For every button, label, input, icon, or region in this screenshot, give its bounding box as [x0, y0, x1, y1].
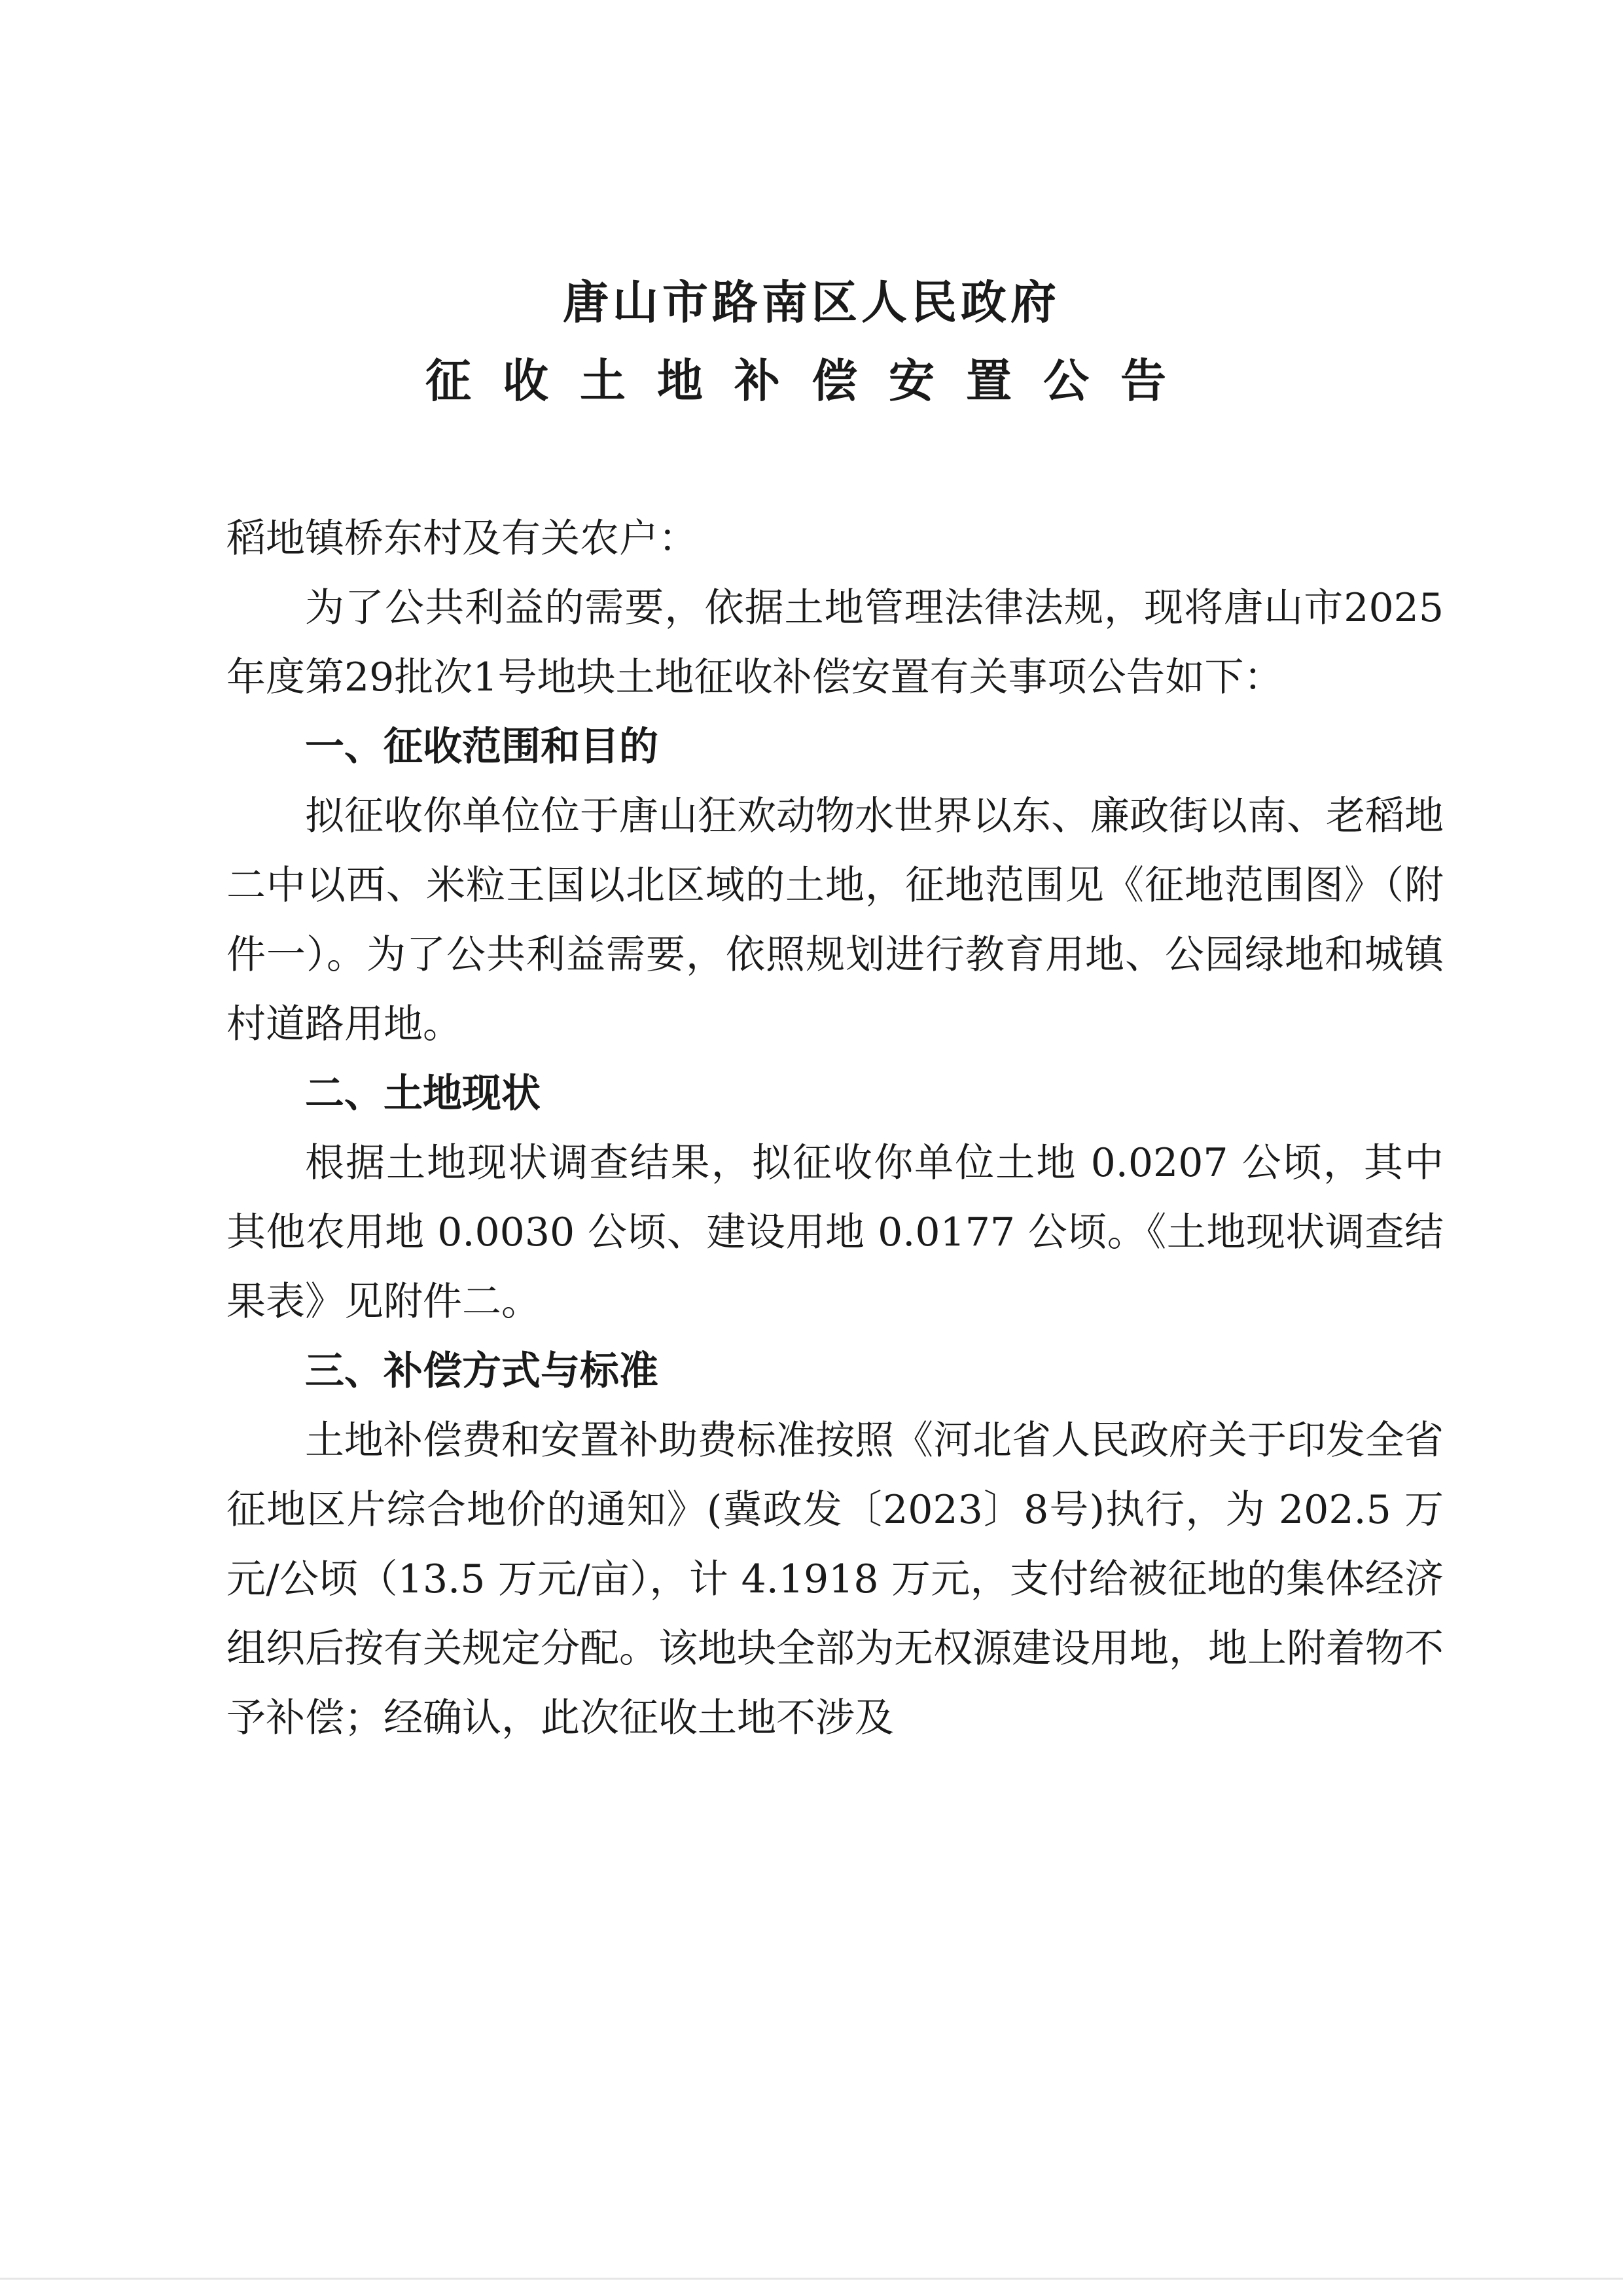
land-status-paragraph: 根据土地现状调查结果，拟征收你单位土地 0.0207 公顷，其中其他农用地 0.0030 公顷、建设用地 0.0177 公顷。《土地现状调查结果表》见附件二。 — [226, 1140, 1444, 1325]
intro-paragraph: 为了公共利益的需要，依据土地管理法律法规，现将唐山市2025年度第29批次1号地块土地征收补偿安置有关事项公告如下： — [226, 585, 1444, 700]
notice-title-line2: 征收土地补偿安置公告 — [425, 354, 1198, 408]
section-heading-land-status: 二、土地现状 — [305, 1071, 541, 1117]
section-heading-scope: 一、征收范围和目的 — [305, 724, 658, 770]
salutation: 稻地镇桥东村及有关农户： — [226, 516, 698, 562]
notice-title-line1: 唐山市路南区人民政府 — [563, 276, 1060, 329]
scope-paragraph: 拟征收你单位位于唐山狂欢动物水世界以东、廉政街以南、老稻地二中以西、米粒王国以北区域的土地，征地范围见《征地范围图》（附件一）。为了公共利益需要，依照规划进行教育用地、公园绿地和城镇村道路用地。 — [226, 793, 1444, 1047]
compensation-paragraph: 土地补偿费和安置补助费标准按照《河北省人民政府关于印发全省征地区片综合地价的通知》(冀政发〔2023〕8号)执行，为 202.5 万元/公顷（13.5 万元/亩），计 4.1918 万元，支付给被征地的集体经济组织后按有关规定分配。该地块全部为无权源建设用地，地上附着物不予补偿；经确认，此次征收土地不涉及 — [226, 1418, 1444, 1741]
page-bottom-edge — [0, 2278, 1623, 2280]
section-heading-compensation: 三、补偿方式与标准 — [305, 1348, 658, 1394]
notice-body — [226, 504, 1444, 1753]
